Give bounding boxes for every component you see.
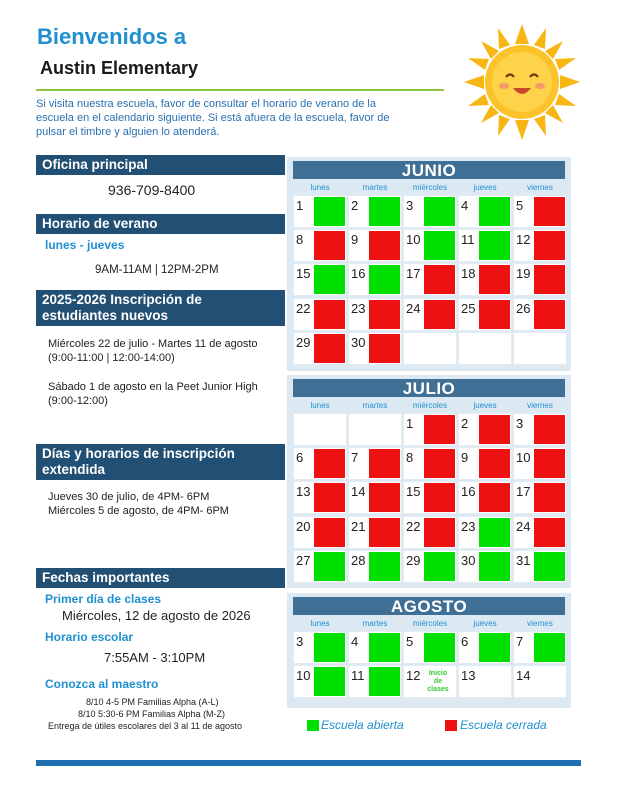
calendar-julio xyxy=(287,375,571,588)
day-number: 9 xyxy=(351,232,359,248)
calendar-day-cell xyxy=(513,195,567,228)
day-number: 10 xyxy=(516,450,531,466)
school-closed-marker xyxy=(534,300,565,329)
calendar-day-cell xyxy=(403,631,457,664)
day-number: 13 xyxy=(296,484,311,500)
calendar-day-cell xyxy=(513,631,567,664)
school-open-marker xyxy=(314,197,345,226)
calendar-day-cell xyxy=(293,481,347,514)
calendar-day-cell xyxy=(403,195,457,228)
school-closed-marker xyxy=(534,197,565,226)
school-open-marker xyxy=(479,518,510,547)
calendar-day-cell xyxy=(348,665,402,698)
first-day-label: Primer día de clases xyxy=(45,592,162,606)
day-number: 2 xyxy=(351,198,359,213)
school-closed-marker xyxy=(424,265,455,294)
calendar-day-cell xyxy=(348,447,402,480)
school-closed-marker xyxy=(479,449,510,478)
day-number: 1 xyxy=(406,416,414,431)
calendar-day-cell xyxy=(403,447,457,480)
weekday-header: martes xyxy=(362,619,388,628)
day-number: 17 xyxy=(406,266,421,282)
calendar-day-cell xyxy=(458,229,512,262)
day-number: 3 xyxy=(296,634,304,649)
calendar-day-cell xyxy=(293,298,347,331)
school-closed-marker xyxy=(424,449,455,478)
school-closed-marker xyxy=(369,518,400,547)
weekday-header: martes xyxy=(362,401,388,410)
school-closed-marker xyxy=(424,483,455,512)
school-closed-marker xyxy=(479,483,510,512)
weekday-header: jueves xyxy=(473,183,497,192)
day-number: 29 xyxy=(406,552,421,568)
schedule-value: 7:55AM - 3:10PM xyxy=(104,650,206,665)
legend-closed-label: Escuela cerrada xyxy=(460,718,547,732)
intro-text: Si visita nuestra escuela, favor de consultar el horario de verano de la escuela en el calendario siguiente. Si está afuera de la escuela, favor de pulsar el timbre y alguien lo atenderá. xyxy=(36,98,390,138)
school-open-marker xyxy=(479,552,510,581)
calendar-day-cell xyxy=(458,516,512,549)
weekday-header: viernes xyxy=(527,401,553,410)
calendar-day-cell xyxy=(458,631,512,664)
school-open-marker xyxy=(314,667,345,696)
school-closed-marker xyxy=(314,483,345,512)
meet-item-1: 8/10 4-5 PM Familias Alpha (A-L) xyxy=(86,697,219,707)
meet-item-3: Entrega de útiles escolares del 3 al 11 de agosto xyxy=(48,721,242,731)
calendar-day-cell xyxy=(513,332,567,365)
calendar-day-cell xyxy=(348,332,402,365)
schedule-label: Horario escolar xyxy=(45,630,134,644)
registration-heading: 2025-2026 Inscripción de estudiantes nuevos xyxy=(36,290,285,326)
calendar-day-cell xyxy=(348,481,402,514)
school-name: Austin Elementary xyxy=(40,58,199,78)
calendar-day-cell xyxy=(403,332,457,365)
day-number: 29 xyxy=(296,334,311,350)
school-closed-marker xyxy=(479,415,510,444)
school-closed-marker xyxy=(369,483,400,512)
school-closed-marker xyxy=(314,518,345,547)
extended-item-1: Jueves 30 de julio, de 4PM- 6PM xyxy=(48,491,210,503)
day-number: 30 xyxy=(351,334,366,350)
day-number: 15 xyxy=(296,266,311,282)
calendar-day-cell xyxy=(348,263,402,296)
summer-heading: Horario de verano xyxy=(36,214,285,234)
legend-open-swatch xyxy=(307,720,319,731)
day-number: 24 xyxy=(406,300,421,316)
extended-item-2: Miércoles 5 de agosto, de 4PM- 6PM xyxy=(48,505,229,517)
day-number: 4 xyxy=(351,634,359,649)
calendar-day-cell xyxy=(513,665,567,698)
legend-open-label: Escuela abierta xyxy=(321,718,404,732)
calendar-day-cell xyxy=(458,550,512,583)
first-day-note: Inicio de clases xyxy=(427,670,449,694)
calendar-day-cell xyxy=(513,229,567,262)
school-open-marker xyxy=(424,231,455,260)
day-number: 22 xyxy=(406,518,421,534)
school-open-marker xyxy=(479,633,510,662)
school-open-marker xyxy=(479,197,510,226)
first-day-value: Miércoles, 12 de agosto de 2026 xyxy=(62,608,251,623)
school-closed-marker xyxy=(479,300,510,329)
weekday-header: jueves xyxy=(473,401,497,410)
school-closed-marker xyxy=(424,415,455,444)
school-closed-marker xyxy=(314,300,345,329)
day-number: 10 xyxy=(406,232,421,248)
calendar-day-cell xyxy=(458,413,512,446)
calendar-day-cell xyxy=(348,195,402,228)
calendar-day-cell xyxy=(513,516,567,549)
day-number: 3 xyxy=(406,198,414,213)
calendar-day-cell xyxy=(403,665,457,698)
school-open-marker xyxy=(369,633,400,662)
day-number: 25 xyxy=(461,300,476,316)
day-number: 30 xyxy=(461,552,476,568)
meet-item-2: 8/10 5:30-6 PM Familias Alpha (M-Z) xyxy=(78,709,226,719)
school-open-marker xyxy=(424,552,455,581)
calendar-day-cell xyxy=(458,263,512,296)
calendar-day-cell xyxy=(293,263,347,296)
calendar-day-cell xyxy=(513,447,567,480)
calendar-day-cell xyxy=(293,631,347,664)
weekday-header: miércoles xyxy=(412,183,448,192)
school-closed-marker xyxy=(369,231,400,260)
day-number: 6 xyxy=(461,634,469,649)
day-number: 7 xyxy=(351,450,359,466)
school-closed-marker xyxy=(534,483,565,512)
important-heading: Fechas importantes xyxy=(36,568,285,588)
weekday-header: lunes xyxy=(310,183,330,192)
school-open-marker xyxy=(369,197,400,226)
registration-item-2: Sábado 1 de agosto en la Peet Junior High (9:00-12:00) xyxy=(48,381,258,407)
day-number: 31 xyxy=(516,552,531,568)
day-number: 7 xyxy=(516,634,524,649)
school-open-marker xyxy=(424,197,455,226)
day-number: 27 xyxy=(296,552,311,568)
school-closed-marker xyxy=(314,231,345,260)
day-number: 18 xyxy=(461,266,476,282)
school-closed-marker xyxy=(314,334,345,363)
calendar-day-cell xyxy=(458,298,512,331)
weekday-header: viernes xyxy=(527,183,553,192)
day-number: 16 xyxy=(461,484,476,500)
day-number: 3 xyxy=(516,416,524,431)
day-number: 13 xyxy=(461,668,476,684)
calendar-day-cell xyxy=(458,481,512,514)
day-number: 10 xyxy=(296,668,311,684)
school-closed-marker xyxy=(424,300,455,329)
header-divider xyxy=(36,89,444,91)
day-number: 17 xyxy=(516,484,531,500)
calendar-day-cell xyxy=(348,516,402,549)
calendar-day-cell xyxy=(293,550,347,583)
calendar-day-cell xyxy=(348,298,402,331)
school-closed-marker xyxy=(534,518,565,547)
calendar-day-cell xyxy=(348,550,402,583)
day-number: 12 xyxy=(516,232,531,248)
calendar-agosto xyxy=(287,593,571,708)
school-closed-marker xyxy=(369,334,400,363)
day-number: 21 xyxy=(351,518,366,534)
day-number: 2 xyxy=(461,416,469,431)
school-open-marker xyxy=(424,633,455,662)
calendar-day-cell xyxy=(513,298,567,331)
calendar-day-cell xyxy=(513,263,567,296)
day-number: 28 xyxy=(351,552,366,568)
welcome-title: Bienvenidos a xyxy=(37,24,187,49)
month-title: AGOSTO xyxy=(293,597,565,615)
day-number: 6 xyxy=(296,450,304,466)
day-number: 8 xyxy=(296,232,304,248)
meet-teacher-label: Conozca al maestro xyxy=(45,677,159,691)
school-open-marker xyxy=(369,265,400,294)
calendar-day-cell xyxy=(403,298,457,331)
calendar-day-cell xyxy=(403,413,457,446)
calendar-day-cell xyxy=(293,516,347,549)
day-number: 12 xyxy=(406,668,421,684)
day-number: 26 xyxy=(516,300,531,316)
school-closed-marker xyxy=(424,518,455,547)
school-open-marker xyxy=(314,265,345,294)
calendar-day-cell xyxy=(403,516,457,549)
day-number: 24 xyxy=(516,518,531,534)
school-open-marker xyxy=(314,552,345,581)
school-closed-marker xyxy=(479,265,510,294)
day-number: 23 xyxy=(461,518,476,534)
school-closed-marker xyxy=(534,449,565,478)
school-closed-marker xyxy=(369,449,400,478)
footer-bar xyxy=(36,760,581,766)
weekday-header: miércoles xyxy=(412,619,448,628)
school-closed-marker xyxy=(534,265,565,294)
calendar-day-cell xyxy=(348,413,402,446)
day-number: 5 xyxy=(516,198,524,213)
weekday-header: jueves xyxy=(473,619,497,628)
calendar-day-cell xyxy=(513,481,567,514)
school-open-marker xyxy=(314,633,345,662)
calendar-day-cell xyxy=(458,195,512,228)
calendar-day-cell xyxy=(403,263,457,296)
calendar-day-cell xyxy=(458,665,512,698)
day-number: 1 xyxy=(296,198,304,213)
summer-days: lunes - jueves xyxy=(45,238,125,252)
summer-hours: 9AM-11AM | 12PM-2PM xyxy=(95,264,219,276)
calendar-day-cell xyxy=(513,550,567,583)
legend-closed-swatch xyxy=(445,720,457,731)
weekday-header: lunes xyxy=(310,401,330,410)
weekday-header: lunes xyxy=(310,619,330,628)
day-number: 22 xyxy=(296,300,311,316)
registration-item-1: Miércoles 22 de julio - Martes 11 de agosto (9:00-11:00 | 12:00-14:00) xyxy=(48,338,258,364)
calendar-day-cell xyxy=(513,413,567,446)
day-number: 14 xyxy=(351,484,366,500)
day-number: 9 xyxy=(461,450,469,466)
school-closed-marker xyxy=(534,231,565,260)
month-title: JULIO xyxy=(293,379,565,397)
calendar-day-cell xyxy=(348,631,402,664)
calendar-day-cell xyxy=(293,332,347,365)
day-number: 15 xyxy=(406,484,421,500)
day-number: 8 xyxy=(406,450,414,466)
day-number: 11 xyxy=(351,668,365,684)
day-number: 23 xyxy=(351,300,366,316)
weekday-header: viernes xyxy=(527,619,553,628)
day-number: 14 xyxy=(516,668,531,684)
calendar-day-cell xyxy=(403,481,457,514)
school-closed-marker xyxy=(534,415,565,444)
weekday-header: miércoles xyxy=(412,401,448,410)
day-number: 5 xyxy=(406,634,414,649)
day-number: 20 xyxy=(296,518,311,534)
school-closed-marker xyxy=(314,449,345,478)
office-heading: Oficina principal xyxy=(36,155,285,175)
office-phone: 936-709-8400 xyxy=(108,182,196,198)
calendar-day-cell xyxy=(403,550,457,583)
weekday-header: martes xyxy=(362,183,388,192)
school-open-marker xyxy=(534,552,565,581)
calendar-day-cell xyxy=(348,229,402,262)
sun-icon xyxy=(462,22,582,142)
school-open-marker xyxy=(369,667,400,696)
calendar-day-cell xyxy=(458,332,512,365)
month-title: JUNIO xyxy=(293,161,565,179)
calendar-day-cell xyxy=(403,229,457,262)
extended-heading: Días y horarios de inscripción extendida xyxy=(36,444,285,480)
calendar-day-cell xyxy=(293,413,347,446)
school-open-marker xyxy=(369,552,400,581)
day-number: 4 xyxy=(461,198,469,213)
day-number: 16 xyxy=(351,266,366,282)
school-open-marker xyxy=(534,633,565,662)
calendar-day-cell xyxy=(293,195,347,228)
school-closed-marker xyxy=(369,300,400,329)
calendar-day-cell xyxy=(293,665,347,698)
day-number: 19 xyxy=(516,266,531,282)
school-open-marker xyxy=(479,231,510,260)
calendar-day-cell xyxy=(293,447,347,480)
calendar-junio xyxy=(287,157,571,371)
calendar-day-cell xyxy=(293,229,347,262)
day-number: 11 xyxy=(461,232,475,248)
calendar-day-cell xyxy=(458,447,512,480)
